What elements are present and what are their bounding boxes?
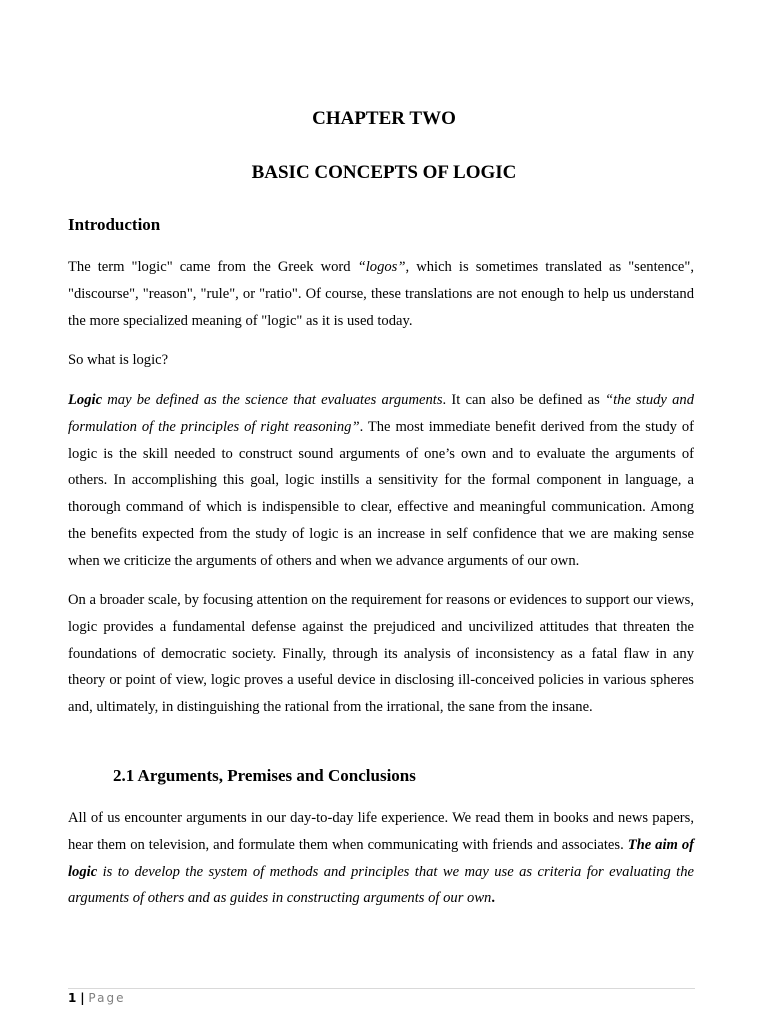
intro-p2-text-mid: . It can also be defined as [442,392,605,408]
introduction-paragraph-2 [68,387,694,575]
sec21-p1-end: . [491,890,496,907]
introduction-paragraph-1 [68,254,694,334]
chapter-subject-title: BASIC CONCEPTS OF LOGIC [251,162,517,183]
aim-of-logic-term: The aim of logic [68,836,694,880]
footer-separator: | [80,991,85,1005]
section-2-1-heading: 2.1 Arguments, Premises and Conclusions [113,766,416,785]
introduction-paragraph-3: On a broader scale, by focusing attention on the requirement for reasons or evidences to support our views, logic provides a fundamental defense against the prejudiced and uncivilized attitudes that threaten the foundations of democratic society. Finally, through its analysis of inconsistency as a fatal flaw in any theory or point of view, logic proves a useful device in disclosing ill-conceived policies in various spheres and, ultimately, in distinguishing the rational from the irrational, the sane from the insane. [68,592,694,716]
aim-of-logic-text: is to develop the system of methods and principles that we may use as criteria for evaluating the arguments of others and as guides in constructing arguments of our own [68,863,694,907]
introduction-heading: Introduction [68,215,161,234]
footer-divider [68,988,695,989]
intro-p2-text-rest: . The most immediate benefit derived from the study of logic is the skill needed to construct sound arguments of one’s own and to evaluate the arguments of others. In accomplishing this goal, logic instills a sensitivity for the formal component in language, a thorough command of which is indispensible to clear, effective and meaningful communication. Among the benefits expected from the study of logic is an increase in self confidence that we are making sense when we criticize the arguments of others and when we advance arguments of our own. [68,418,694,569]
logic-definition: may be defined as the science that evaluates arguments [102,392,443,408]
sec21-p1-text-a: All of us encounter arguments in our day-to-day life experience. We read them in books and news papers, hear them on television, and formulate them when communicating with friends and associates. [68,810,694,853]
page-footer [68,990,125,1006]
intro-p1-text-c: , which is sometimes translated as "sentence", "discourse", "reason", "rule", or "ratio". Of course, these translations are not enough to help us understand the more specialized meaning of "logic" as it is used today. [68,259,694,329]
page-number: 1 [68,991,77,1005]
intro-p1-logos-term: “logos” [357,259,406,275]
logic-quote: “the study and formulation of the principles of right reasoning” [68,392,694,435]
logic-term: Logic [68,392,103,408]
introduction-question: So what is logic? [68,352,169,368]
chapter-number-title: CHAPTER TWO [312,108,456,129]
section-2-1-paragraph-1 [68,805,694,912]
intro-p1-text-a: The term "logic" came from the Greek word [68,259,358,275]
page-label: Page [88,991,126,1005]
